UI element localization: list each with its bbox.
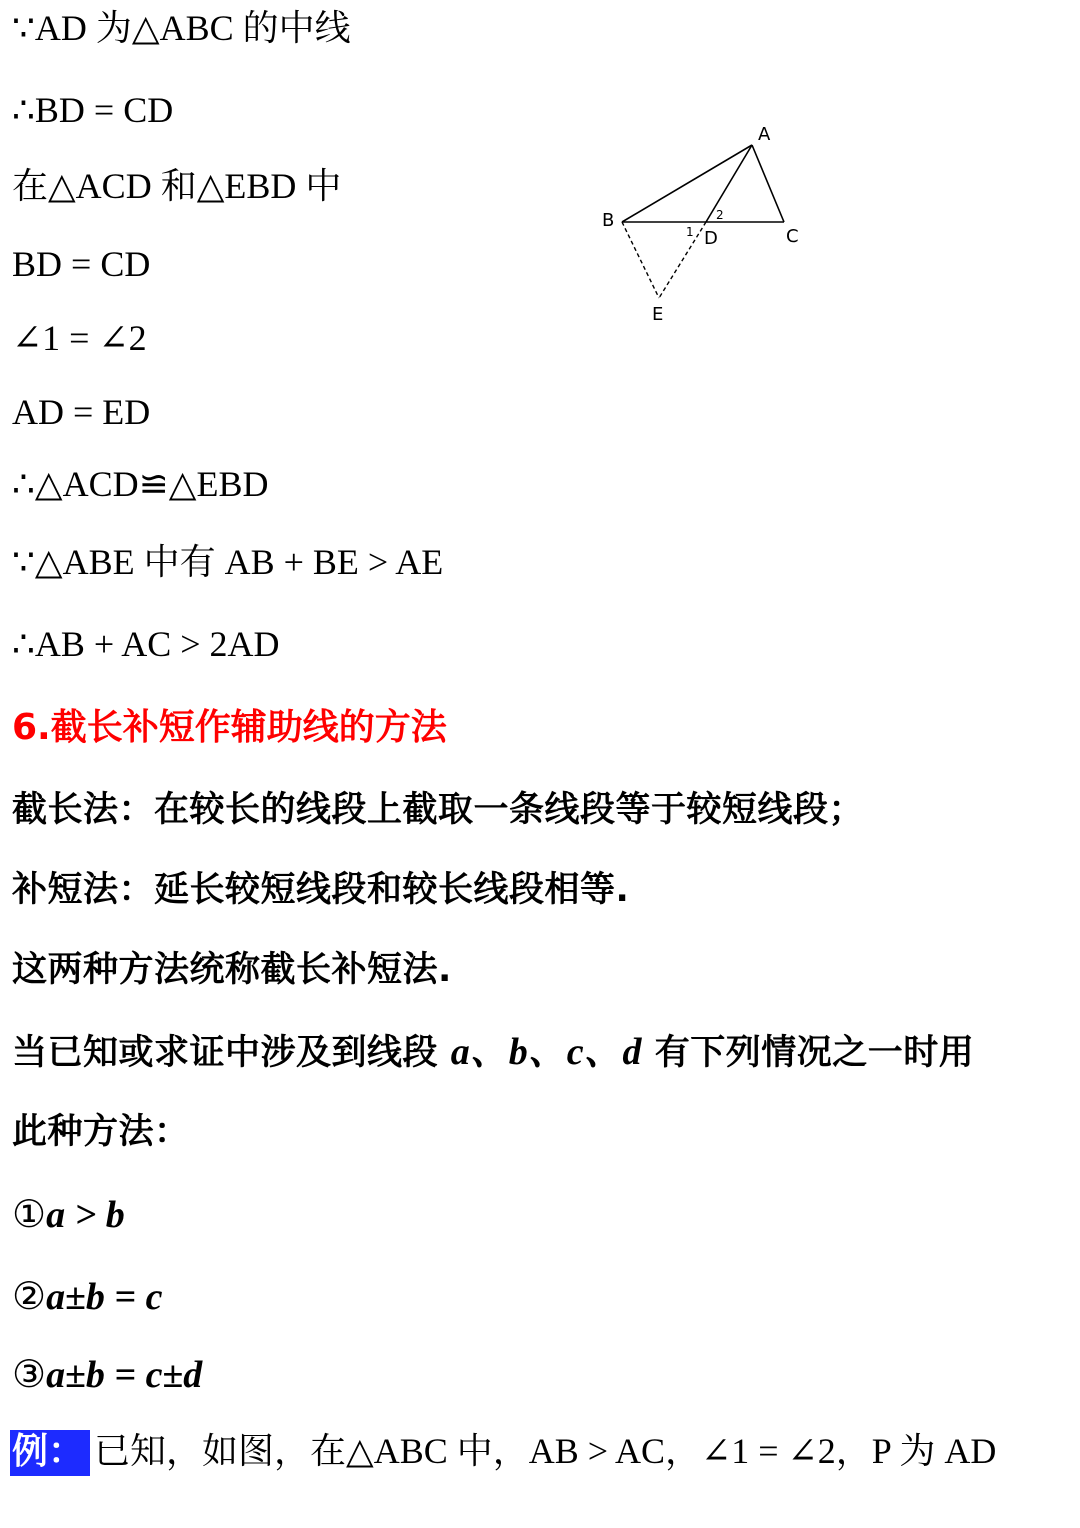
proof-line-8: ∵△ABE 中有 AB + BE > AE: [12, 542, 444, 582]
paragraph-4-start: 当已知或求证中涉及到线段: [12, 1033, 451, 1073]
label-angle-2: 2: [716, 208, 724, 222]
example-text: 已知，如图，在△ABC 中，AB > AC，∠1 = ∠2，P 为 AD: [94, 1431, 997, 1471]
label-a: A: [758, 124, 771, 145]
segment-ab: [622, 145, 752, 222]
case-2-expression: a±b = c: [46, 1276, 163, 1318]
proof-line-3: 在△ACD 和△EBD 中: [12, 166, 342, 206]
example-line: [10, 1430, 996, 1476]
method-paragraph-5: 此种方法：: [12, 1112, 190, 1152]
case-2: [12, 1276, 162, 1317]
example-badge: 例：: [10, 1430, 90, 1476]
segment-ac: [752, 145, 784, 222]
label-b: B: [602, 210, 615, 231]
case-3-number: ③: [12, 1352, 47, 1396]
label-d: D: [704, 228, 718, 249]
method-paragraph-1: 截长法：在较长的线段上截取一条线段等于较短线段；: [12, 790, 865, 830]
case-2-number: ②: [12, 1274, 47, 1318]
label-e: E: [652, 304, 664, 325]
section-heading: 6.截长补短作辅助线的方法: [12, 707, 447, 748]
triangle-diagram: [590, 118, 820, 328]
segment-be: [622, 222, 659, 298]
case-1-number: ①: [12, 1192, 47, 1236]
case-1-expression: a > b: [46, 1194, 125, 1236]
method-paragraph-2: 补短法：延长较短线段和较长线段相等.: [12, 870, 630, 910]
segment-ad: [706, 145, 752, 222]
case-3: [12, 1354, 202, 1395]
case-1: [12, 1194, 125, 1235]
proof-line-7: ∴△ACD≌△EBD: [12, 464, 269, 504]
proof-line-9: ∴AB + AC > 2AD: [12, 624, 280, 664]
proof-line-4: BD = CD: [12, 244, 151, 284]
segment-variables: a、b、c、d: [450, 1031, 643, 1073]
case-3-expression: a±b = c±d: [46, 1354, 203, 1396]
segment-de: [659, 222, 706, 298]
proof-line-6: AD = ED: [12, 392, 151, 432]
method-paragraph-3: 这两种方法统称截长补短法.: [12, 950, 452, 990]
proof-line-2: ∴BD = CD: [12, 90, 174, 130]
method-paragraph-4: [12, 1032, 974, 1073]
proof-line-1: ∵AD 为△ABC 的中线: [12, 8, 351, 48]
proof-line-5: ∠1 = ∠2: [12, 318, 147, 358]
label-angle-1: 1: [686, 225, 694, 239]
paragraph-4-end: 有下列情况之一时用: [642, 1033, 975, 1073]
label-c: C: [786, 226, 799, 247]
